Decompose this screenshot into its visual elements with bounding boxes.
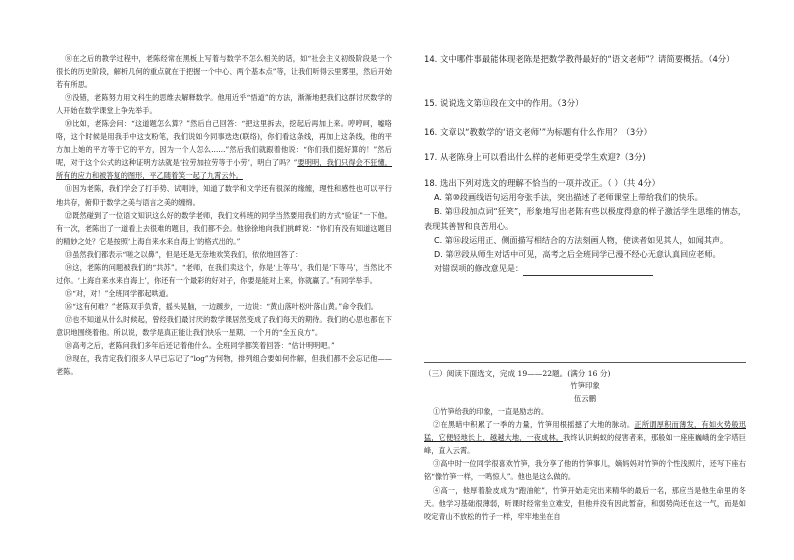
passage-paragraph bbox=[56, 209, 392, 248]
passage-paragraph bbox=[56, 339, 392, 352]
question-17: 17. 从老陈身上可以看出什么样的老师更受学生欢迎?（3分) bbox=[424, 152, 646, 162]
passage-paragraph bbox=[56, 52, 392, 91]
passage-paragraph bbox=[56, 261, 392, 287]
paragraph-text: ⑬虽然我们都表示“嗟之以鼻”，但是还是无奈地欢笑我们，依依地回答了： bbox=[65, 249, 303, 259]
paragraph-text: ⑮“对，对！”全班同学都起哄道。 bbox=[65, 288, 173, 298]
underlined-sentence: 正所谓厚积而薄发，有如火势般迅猛，它便轻地长上，越越大地，一夜成林。 bbox=[424, 420, 746, 443]
paragraph-text: ⑩比如，老陈会问：“这道题怎么算？”然后自己回答：“把这里拆去，挖起后再加上来。哼哼呵，嘘咯咯，这个时候是用我手中这支粉笔，我们说如今同事迭迭(联络)，你们看这条线，再加上这条线，他的平方加上她的平方等于它的平方，因为一个人怎么……”然后我们就跟着他说：“你们我们挺好算的！”然后呢，对于这个公式的这种证明方法就是‘拉劳加拉劳等于小劳’，明白了吗？” bbox=[56, 119, 392, 168]
reading-paragraph bbox=[424, 405, 746, 418]
underlined-sentence: 要明明，我们只得会不狂懂，所有的应力和被答复的图形，平乙随着笑一起了九霄云外。 bbox=[56, 158, 392, 181]
paragraph-text: ④高一，他厚着脸皮成为“跑油舵”，竹笋开始走完出来精华的最后一名，那应当是他生命里的冬天。他学习基础很薄弱，听课时经常坐立难安，但他并没有因此暂奋，和弱势尚还在这一气，而是如咬定青山不放松的竹子一样，牢牢地坐在自 bbox=[424, 485, 746, 521]
paragraph-text: ⑪因为老陈，我们学会了打手势、试唱诗，知道了数学和文学还有很深的缘缠，理性和感性也可以平行地共存，俯仰于数学之美与语言之美的缠绵。 bbox=[56, 184, 392, 207]
paragraph-text: ⑧在之后的教学过程中，老陈经常在黑板上写着与数学不怎么相关的话，如“社会主义初级阶段是一个很长的历史阶段，解析几何的重点就在于把握一个中心、两个基本点”等，让我们听得云里雾里，然后开始若有所思。 bbox=[56, 54, 392, 90]
question-14: 14. 文中哪件事最能体现老陈是把数学教得最好的“语文老师”？请简要概括。（4分） bbox=[424, 54, 735, 64]
section-divider bbox=[424, 362, 746, 363]
paragraph-text: ⑭这，老陈的问题被我们的“共苏”。“老师，在我们卖这个，你是‘上等马’，我们是‘下等马’，当然比不过你。‘上海自来水来自海上’，你还有一个最彩的好对子，你要是能对上来，你就赢了。”有同学举手。 bbox=[56, 262, 392, 285]
option-a: A. 第⑩段画线语句运用夸张手法，突出描述了老师课堂上带给我们的快乐。 bbox=[434, 192, 703, 202]
correction-label: 对错误项的修改意见是： bbox=[434, 263, 524, 274]
paragraph-text: ⑰也不知道从什么时候起，曾经我们最讨厌的数学课居然变成了我们每天的期待。我们的心思也都在下意识地围绕着他。所以说，数学是真正能让我们快乐一星期、一个月的“全五良方”。 bbox=[56, 314, 392, 337]
left-column bbox=[56, 52, 392, 378]
passage-paragraph bbox=[56, 182, 392, 208]
question-16: 16. 文章以“教数学的‘语文老师’”为标题有什么作用？（3分） bbox=[424, 127, 652, 137]
paragraph-text: ③高中时一位同学很喜欢竹笋，我分享了他的竹笋事儿，嫡妈妈对竹笋的个性浅照片，还写下座右铭“像竹笋一样，一鸣惊人”。他也是这么做的。 bbox=[424, 459, 746, 482]
reading-paragraph bbox=[424, 484, 746, 523]
passage-paragraph bbox=[56, 313, 392, 339]
paragraph-text: ⑯“这有何难？”老陈双手负背，摇头晃脑，一边踱步，一边说：“黄山落叶松叶落山黄。”命令我们。 bbox=[65, 301, 378, 311]
reading-paragraph bbox=[424, 457, 746, 483]
reading-title: 竹笋印象 bbox=[570, 381, 600, 390]
passage-paragraph bbox=[56, 248, 392, 261]
paragraph-text: ⑨没错，老陈努力用文科生的思维去解释数学。他用近乎“悟道”的方法，渐渐地把我们这群讨厌数学的人开始在数学课堂上争先举手。 bbox=[56, 93, 392, 116]
paragraph-text: ⑱高考之后，老陈问我们多年后还记着他什么。全班同学都笑着回答：“估计明明吧。” bbox=[65, 341, 335, 351]
passage-paragraph bbox=[56, 91, 392, 117]
passage-paragraph bbox=[56, 117, 392, 182]
question-block bbox=[424, 176, 746, 276]
correction-line bbox=[424, 261, 746, 275]
paragraph-text: ②在黑暗中积累了一季的力量，竹笋用根摇撼了大地的脉动。 bbox=[433, 420, 635, 430]
reading-body bbox=[424, 405, 746, 523]
option-d: D. 第⑲段从师生对话中可见，高考之后全班同学已漫不经心无意认真回应老师。 bbox=[434, 249, 721, 260]
passage-paragraph bbox=[56, 287, 392, 300]
question-15: 15. 说说选文第⑪段在文中的作用。（3分） bbox=[424, 98, 584, 108]
question-block bbox=[424, 125, 746, 139]
question-block bbox=[424, 52, 746, 66]
passage-paragraph bbox=[56, 352, 392, 378]
reading-section bbox=[424, 362, 746, 523]
paragraph-text: ⑲现在，我肯定我们很多人早已忘记了“log”为何物，排列组合要如何作解，但我们都不会忘记他——老陈。 bbox=[56, 354, 392, 377]
option-b: B. 第⑬段加点词“狂笑”，形象地写出老陈有些以极度得意的样子激活学生思维的情态，表现其善智和良苦用心。 bbox=[424, 206, 746, 231]
answer-blank[interactable] bbox=[523, 275, 653, 276]
question-block bbox=[424, 150, 746, 164]
section-heading: （三）阅读下面选文，完成 19——22题。(满分 16 分) bbox=[424, 369, 611, 378]
paragraph-text-continued: 我终认识蚂蚁的侵害者来，那般如一座座巍峨的金字塔巨峰，直入云霄。 bbox=[424, 433, 746, 456]
reading-paragraph bbox=[424, 418, 746, 457]
question-block bbox=[424, 96, 746, 110]
question-18: 18. 选出下列对选文的理解不恰当的一项并改正。（ ）（共 4分） bbox=[424, 178, 660, 188]
option-c: C. 第⑯段运用正、侧面描写相结合的方法刻画人物，使读者如见其人，如闻其声。 bbox=[434, 234, 729, 245]
passage-paragraph bbox=[56, 300, 392, 313]
paragraph-text: ①竹笋给我的印象，一直是励志的。 bbox=[433, 407, 549, 416]
paragraph-text: ⑫既然碰到了一位语文知识这么好的数学老师，我们文科班的同学当然要用我们的方式“验证”一下他。有一次，老陈出了一道看上去很难的题目，我们都不会。他徐徐地向我们挑衅说：“你们有没有知道这题目的精妙之处？它是按照‘上海自来水来自海上’的格式出的。” bbox=[56, 210, 392, 246]
reading-author: 伍云鹏 bbox=[573, 393, 597, 403]
